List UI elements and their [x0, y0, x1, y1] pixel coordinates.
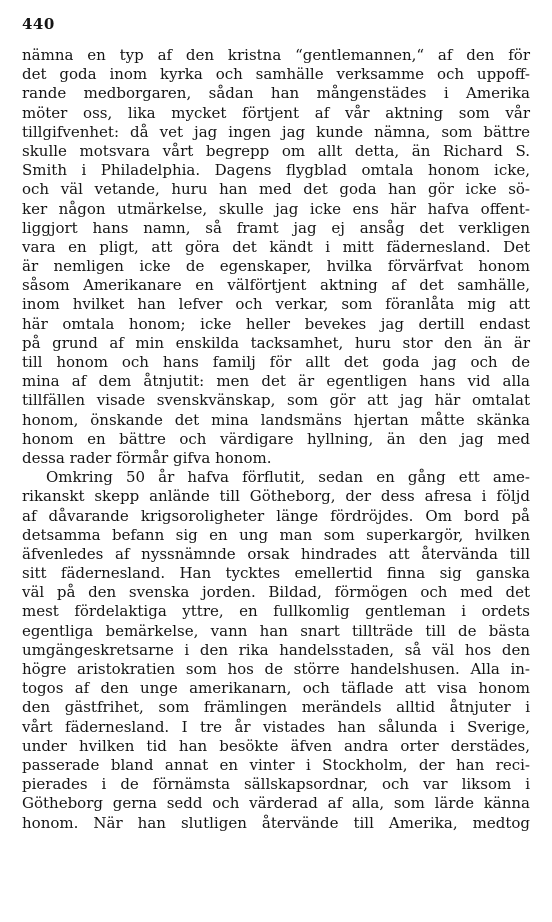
text-line: skulle motsvara vårt begrepp om allt detta, än Richard S. — [22, 141, 530, 160]
text-line: väl på den svenska jorden. Bildad, förmögen och med det — [22, 583, 530, 602]
text-line: passerade bland annat en vinter i Stockholm, der han reci- — [22, 755, 530, 774]
text-line: honom en bättre och värdigare hyllning, än den jag med — [22, 429, 530, 448]
text-line: Omkring 50 år hafva förflutit, sedan en gång ett ame- — [46, 468, 530, 487]
text-line: till honom och hans familj för allt det goda jag och de — [22, 353, 530, 371]
text-line: detsamma befann sig en ung man som superkargör, hvilken — [22, 525, 530, 544]
text-line: och väl vetande, huru han med det goda han gör icke sö- — [22, 180, 530, 199]
text-line: högre aristokratien som hos de större handelshusen. Alla in- — [22, 660, 530, 678]
text-line: tillfällen visade svenskvänskap, som gör att jag här omtalat — [22, 391, 530, 410]
text-line: äfvenledes af nyssnämnde orsak hindrades att återvända till — [22, 544, 530, 563]
text-line: ker någon utmärkelse, skulle jag icke ens här hafva offent- — [22, 199, 530, 218]
text-line: det goda inom kyrka och samhälle verksamme och uppoff- — [22, 65, 530, 84]
text-line: honom, önskande det mina landsmäns hjertan måtte skänka — [22, 410, 530, 429]
text-line: egentliga bemärkelse, vann han snart tillträde till de bästa — [22, 621, 530, 640]
text-line: nämna en typ af den kristna “gentlemannen,“ af den för — [22, 46, 530, 64]
text-line: pierades i de förnämsta sällskapsordnar, och var liksom i — [22, 775, 530, 794]
text-line: såsom Amerikanare en välförtjent aktning af det samhälle, — [22, 276, 530, 295]
text-line: på grund af min enskilda tacksamhet, huru stor den än är — [22, 333, 530, 352]
text-line: möter oss, lika mycket förtjent af vår aktning som vår — [22, 103, 530, 122]
text-line: är nemligen icke de egenskaper, hvilka förvärfvat honom — [22, 257, 530, 276]
text-line: Smith i Philadelphia. Dagens flygblad omtala honom icke, — [22, 161, 530, 180]
text-line: mina af dem åtnjutit: men det är egentligen hans vid alla — [22, 372, 530, 391]
text-line: sitt fädernesland. Han tycktes emellertid finna sig ganska — [22, 564, 530, 583]
text-line: af dåvarande krigsoroligheter länge fördröjdes. Om bord på — [22, 506, 530, 525]
text-line: Götheborg gerna sedd och värderad af alla, som lärde känna — [22, 794, 530, 813]
text-line: liggjort hans namn, så framt jag ej ansåg det verkligen — [22, 218, 530, 237]
text-line: mest fördelaktiga yttre, en fullkomlig gentleman i ordets — [22, 602, 530, 621]
text-line: här omtala honom; icke heller bevekes jag dertill endast — [22, 314, 530, 333]
text-line: dessa rader förmår gifva honom. — [22, 448, 272, 467]
text-line: togos af den unge amerikanarn, och täflade att visa honom — [22, 679, 530, 698]
text-line: rikanskt skepp anlände till Götheborg, der dess afresa i följd — [22, 487, 530, 506]
text-line: rande medborgaren, sådan han mångenstädes i Amerika — [22, 84, 530, 103]
text-line: vara en pligt, att göra det kändt i mitt fädernesland. Det — [22, 237, 530, 256]
text-line: vårt fädernesland. I tre år vistades han sålunda i Sverige, — [22, 717, 530, 736]
text-line: honom. När han slutligen återvände till Amerika, medtog — [22, 813, 530, 832]
body-text — [22, 46, 530, 833]
text-line: umgängeskretsarne i den rika handelsstaden, så väl hos den — [22, 640, 530, 659]
text-line: under hvilken tid han besökte äfven andra orter derstädes, — [22, 736, 530, 755]
text-line: inom hvilket han lefver och verkar, som föranlåta mig att — [22, 295, 530, 314]
text-line: den gästfrihet, som främlingen merändels alltid åtnjuter i — [22, 698, 530, 717]
text-line: tillgifvenhet: då vet jag ingen jag kunde nämna, som bättre — [22, 122, 530, 141]
page-number: 440 — [22, 15, 55, 33]
